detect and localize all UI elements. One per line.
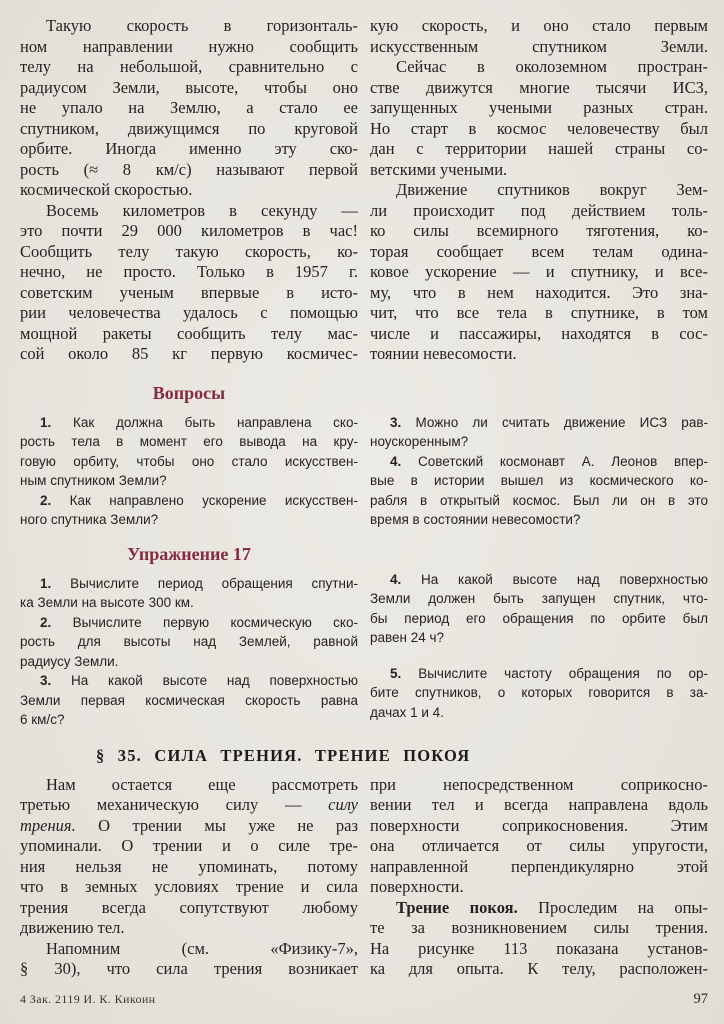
- text: О трении мы уже не раз: [75, 815, 358, 835]
- text-line: Но старт в космос человечеству был: [370, 118, 708, 138]
- exercises-left-list: [20, 574, 358, 730]
- text-line: мощной ракеты сообщить телу мас-: [20, 323, 358, 343]
- questions-right-column: [370, 383, 708, 530]
- paragraph: [20, 775, 358, 939]
- text-line: рость (≈ 8 км/с) называют первой: [20, 159, 358, 179]
- text-line: радиусом Земли, высоте, чтобы оно: [20, 77, 358, 97]
- text: Можно ли считать движение ИСЗ рав-: [415, 414, 708, 430]
- bold-text: Трение покоя.: [396, 897, 518, 917]
- paragraph: [20, 491, 358, 530]
- questions-heading: Вопросы: [152, 382, 226, 403]
- text-line: рость для высоты над Землей, равной: [20, 634, 358, 649]
- text-line: спутником, движущимся по круговой: [20, 118, 358, 138]
- exercises-right-column: [370, 544, 708, 730]
- text-line: направленной перпендикулярно этой: [370, 856, 708, 876]
- text-line: поверхности соприкосновения. Этим: [370, 815, 708, 835]
- text-line: ным спутником Земли?: [20, 473, 167, 488]
- text-line: космической скоростью.: [20, 180, 193, 199]
- questions-section: [0, 383, 724, 530]
- text-line: [370, 413, 708, 433]
- text-line: рость тела в момент его вывода на кру-: [20, 434, 358, 449]
- paragraph: [20, 574, 358, 613]
- text: Как должна быть направлена ско-: [72, 414, 358, 430]
- bold-text: 5.: [390, 665, 419, 681]
- text-line: [370, 664, 708, 684]
- text-line: Нам остается еще рассмотреть: [46, 774, 358, 794]
- text-line: § 30), что сила трения возникает: [20, 959, 358, 978]
- text-line: бы период его обращения по орбите был: [370, 610, 708, 626]
- text-line: тоянии невесомости.: [370, 344, 517, 363]
- paragraph: [20, 613, 358, 672]
- text-line: нечно, не просто. Только в 1957 г.: [20, 262, 358, 281]
- text-line: ния нельзя не упоминать, потому: [20, 856, 358, 876]
- text-line: Сейчас в околоземном простран-: [396, 57, 708, 76]
- paragraph: [370, 570, 708, 648]
- text-line: бите спутников, о которых говорится в за-: [370, 685, 708, 700]
- text-line: [20, 816, 358, 837]
- imprint-text: 4 Зак. 2119 И. К. Кикоин: [20, 992, 156, 1006]
- paragraph: [370, 16, 708, 57]
- text-line: стве движутся многие тысячи ИСЗ,: [370, 77, 708, 97]
- text-line: [20, 795, 358, 816]
- paragraph: [20, 201, 358, 365]
- text-line: рабля в открытый космос. Был ли он в это: [370, 492, 708, 508]
- text-line: ли происходит под действием толь-: [370, 200, 708, 220]
- text: Вычислите период обращения спутни-: [70, 575, 358, 591]
- text-line: поверхности.: [370, 877, 464, 896]
- text-line: ка для опыта. К телу, расположен-: [370, 959, 708, 978]
- text-line: [20, 671, 358, 691]
- text-line: Такую скорость в горизонталь-: [46, 16, 358, 35]
- bold-text: 4.: [390, 453, 419, 469]
- text-line: Земли первая космическая скорость равна: [20, 692, 358, 708]
- paragraph: [370, 775, 708, 898]
- section-35-right-column: [370, 775, 708, 980]
- questions-left-list: [20, 413, 358, 530]
- text-line: [370, 452, 708, 472]
- text-line: дачах 1 и 4.: [370, 704, 444, 720]
- text-line: 6 км/с?: [20, 712, 65, 727]
- intro-section: [0, 0, 724, 365]
- bold-text: 4.: [390, 571, 422, 587]
- bold-text: 2.: [40, 614, 73, 630]
- text-line: ного спутника Земли?: [20, 512, 159, 527]
- italic-text: силу: [328, 795, 358, 814]
- bold-text: 2.: [40, 492, 70, 508]
- text: Как направлено ускорение искусствен-: [69, 492, 359, 508]
- text-line: [20, 574, 358, 594]
- paragraph: [20, 413, 358, 491]
- text-line: кую скорость, и оно стало первым: [370, 16, 708, 35]
- questions-left-column: [20, 383, 358, 530]
- text-line: она отличается от силы упругости,: [370, 836, 708, 855]
- text-line: [20, 491, 358, 511]
- text-line: [20, 613, 358, 633]
- text-line: телу на небольшой, сравнительно с: [20, 57, 358, 76]
- text-line: советским ученым впервые в исто-: [20, 282, 358, 302]
- page-footer: [20, 991, 708, 1008]
- text: Вычислите частоту обращения по ор-: [418, 665, 708, 681]
- text-line: запущенных учеными разных стран.: [370, 98, 708, 117]
- text-line: На рисунке 113 показана установ-: [370, 938, 708, 958]
- text-line: Напомним (см. «Физику-7»,: [46, 938, 358, 958]
- intro-left-column: [20, 16, 358, 365]
- text-line: орбите. Иногда именно эту ско-: [20, 139, 358, 158]
- text-line: что в земных условиях трение и сила: [20, 877, 358, 896]
- text-line: трения всегда сопутствуют любому: [20, 897, 358, 917]
- text-line: те за возникновением силы трения.: [370, 918, 708, 937]
- section-35-left-column: [20, 775, 358, 980]
- paragraph: [20, 939, 358, 980]
- text: На какой высоте над поверхностью: [71, 673, 358, 688]
- text-line: чит, что все тела в спутнике, в том: [370, 303, 708, 322]
- text-line: [370, 570, 708, 590]
- text-line: ном направлении нужно сообщить: [20, 36, 358, 56]
- exercises-heading: Упражнение 17: [127, 543, 251, 564]
- text-line: ковое ускорение — и спутнику, и все-: [370, 262, 708, 281]
- text-line: Движение спутников вокруг Зем-: [396, 180, 708, 199]
- text: третью механическую силу —: [20, 795, 329, 814]
- text-line: ноускоренным?: [370, 434, 469, 449]
- text-line: говую орбиту, чтобы оно стало искусствен-: [20, 453, 358, 469]
- text-line: торая сообщает всем телам одина-: [370, 241, 708, 261]
- paragraph: [370, 57, 708, 180]
- section-35-heading: § 35. СИЛА ТРЕНИЯ. ТРЕНИЕ ПОКОЯ: [96, 745, 471, 765]
- text-line: дан с территории нашей страны со-: [370, 139, 708, 158]
- paragraph: [370, 180, 708, 365]
- section-35-body: [0, 775, 724, 980]
- exercises-section: [0, 544, 724, 730]
- text-line: движению тел.: [20, 918, 125, 937]
- paragraph: [20, 671, 358, 730]
- paragraph: [370, 898, 708, 980]
- bold-text: 1.: [40, 575, 71, 591]
- text: Проследим на опы-: [517, 897, 708, 917]
- text-line: [20, 413, 358, 433]
- text-line: [370, 898, 708, 919]
- text: На какой высоте над поверхностью: [421, 571, 708, 587]
- text-line: упоминали. О трении и о силе тре-: [20, 836, 358, 855]
- exercises-left-column: [20, 544, 358, 730]
- text-line: рии человечества удалось с помощью: [20, 303, 358, 322]
- paragraph: [370, 452, 708, 530]
- text-line: это почти 29 000 километров в час!: [20, 221, 358, 240]
- bold-text: 3.: [390, 414, 416, 430]
- text-line: Земли должен быть запущен спутник, что-: [370, 591, 708, 606]
- paragraph: [20, 16, 358, 201]
- text-line: радиусу Земли.: [20, 653, 119, 669]
- text-line: вые в истории вышел из космического ко-: [370, 473, 708, 488]
- text-line: числе и пассажиры, находятся в сос-: [370, 323, 708, 343]
- text-line: ко силы всемирного тяготения, ко-: [370, 221, 708, 240]
- intro-right-column: [370, 16, 708, 365]
- text-line: му, что в нем находится. Это зна-: [370, 282, 708, 302]
- text: Вычислите первую космическую ско-: [72, 614, 358, 630]
- text-line: ка Земли на высоте 300 км.: [20, 595, 194, 610]
- paragraph: [370, 413, 708, 452]
- text-line: равен 24 ч?: [370, 630, 445, 645]
- italic-text: трения.: [20, 815, 76, 835]
- text-line: ветскими учеными.: [370, 159, 508, 179]
- bold-text: 1.: [40, 414, 73, 430]
- text-line: не упало на Землю, а стало ее: [20, 98, 358, 117]
- paragraph: [370, 664, 708, 723]
- text-line: Сообщить телу такую скорость, ко-: [20, 241, 358, 261]
- text-line: сой около 85 кг первую космичес-: [20, 344, 358, 363]
- text: Советский космонавт А. Леонов впер-: [418, 453, 708, 469]
- text-line: при непосредственном соприкосно-: [370, 774, 708, 794]
- text-line: Восемь километров в секунду —: [46, 200, 358, 220]
- bold-text: 3.: [40, 673, 72, 688]
- text-line: время в состоянии невесомости?: [370, 512, 581, 527]
- page-number: 97: [693, 991, 708, 1007]
- text-line: вении тел и всегда направлена вдоль: [370, 795, 708, 814]
- text-line: искусственным спутником Земли.: [370, 36, 708, 56]
